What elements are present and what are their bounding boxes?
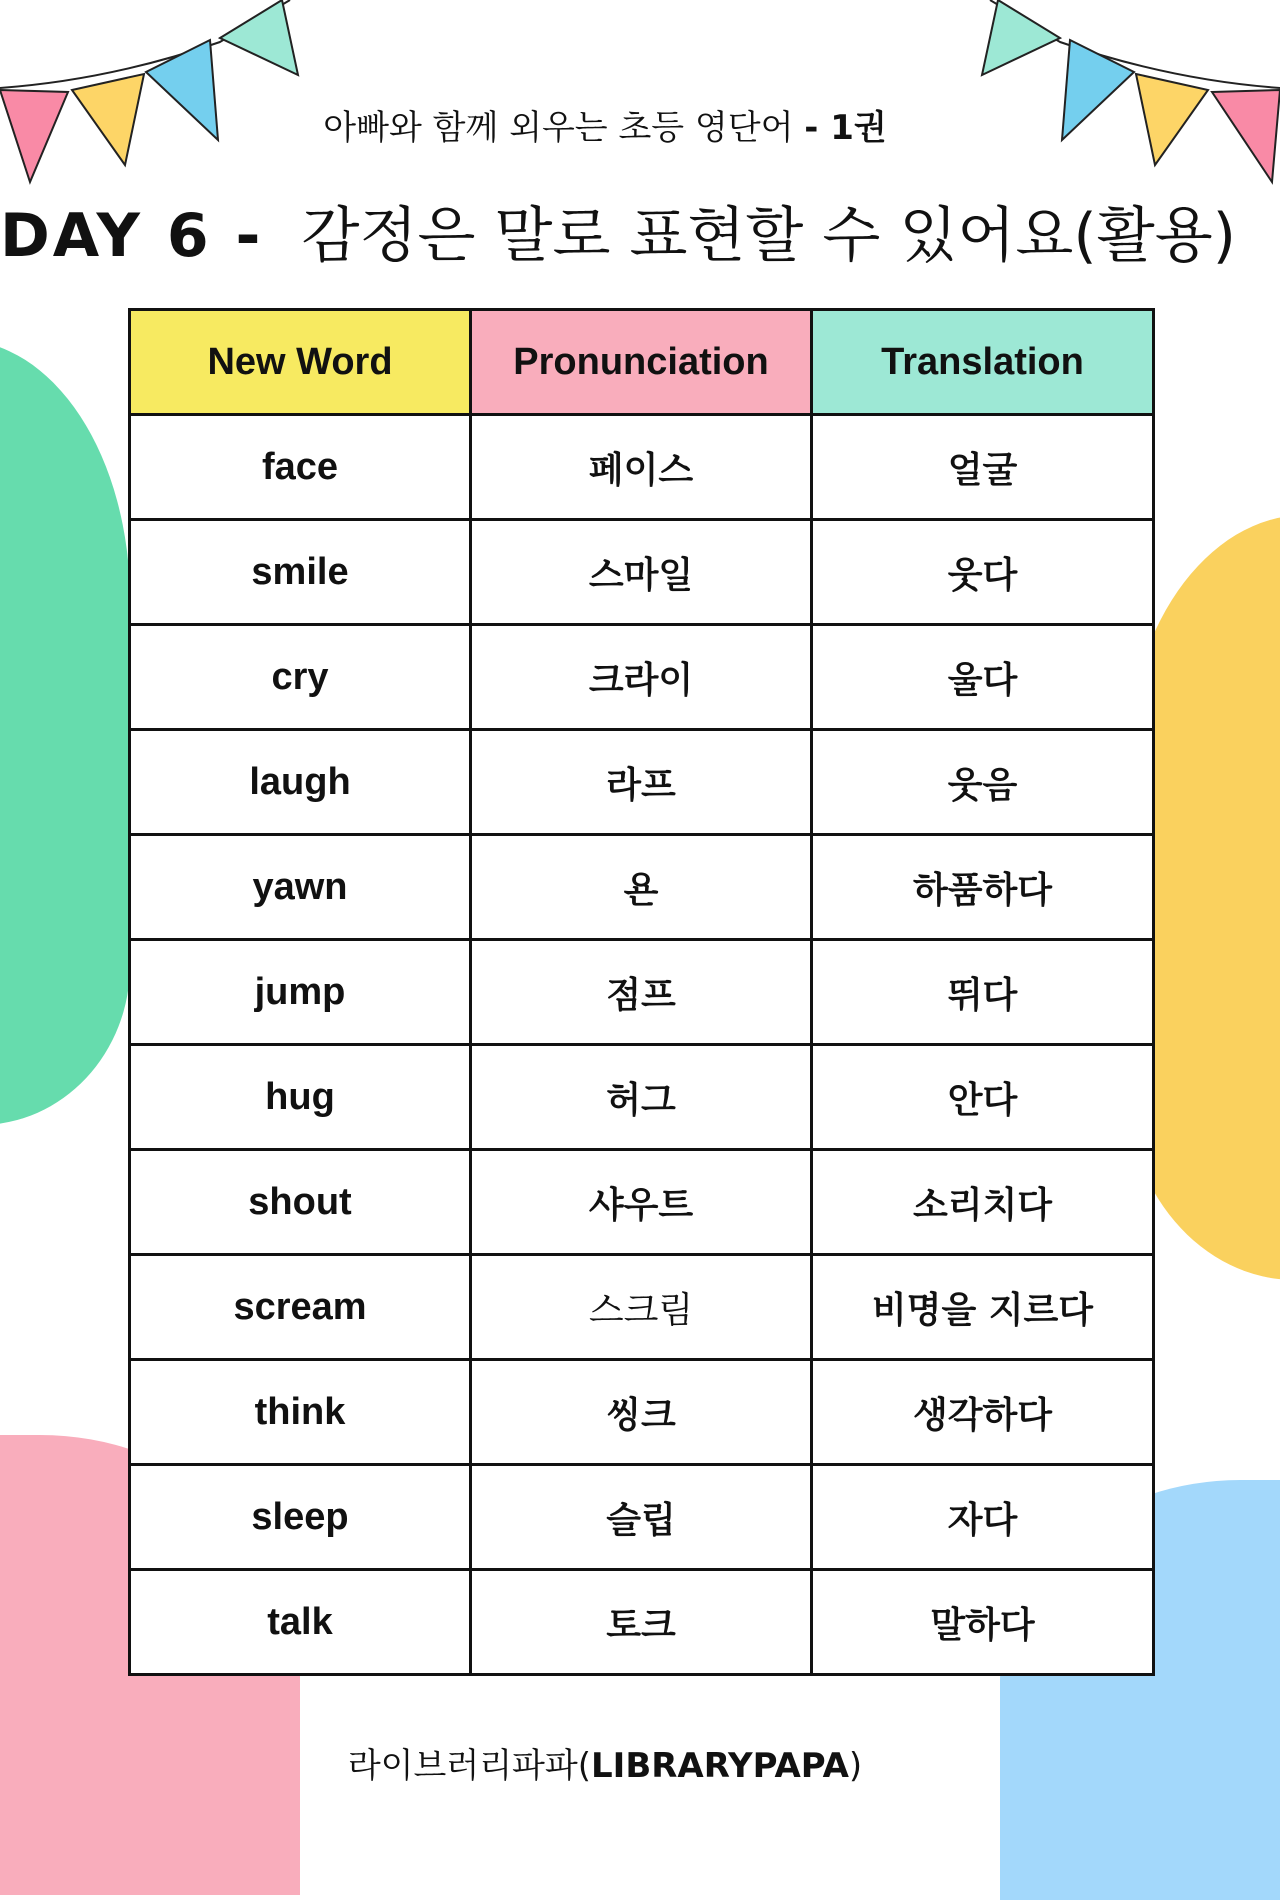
bunting-flags-left [0, 0, 300, 190]
word-cell: talk [130, 1570, 471, 1675]
word-cell: smile [130, 520, 471, 625]
flag-pink [1212, 90, 1280, 182]
table-row [130, 625, 1154, 730]
translation-cell: 말하다 [812, 1570, 1154, 1675]
word-cell: face [130, 415, 471, 520]
author-close-paren: ) [848, 1746, 863, 1786]
vocabulary-table [128, 308, 1155, 1676]
pronunciation-cell: 스마일 [471, 520, 812, 625]
green-decoration-blob [0, 340, 130, 1125]
pronunciation-cell: 씽크 [471, 1360, 812, 1465]
table-row [130, 1465, 1154, 1570]
word-cell: jump [130, 940, 471, 1045]
pronunciation-cell: 스크림 [471, 1255, 812, 1360]
pronunciation-cell: 토크 [471, 1570, 812, 1675]
book-subtitle [0, 100, 1210, 149]
word-cell: shout [130, 1150, 471, 1255]
book-series-name: 아빠와 함께 외우는 초등 영단어 [323, 108, 794, 148]
pronunciation-cell: 허그 [471, 1045, 812, 1150]
word-cell: sleep [130, 1465, 471, 1570]
day-number: DAY 6 - [0, 201, 264, 271]
table-row [130, 1045, 1154, 1150]
word-cell: yawn [130, 835, 471, 940]
table-row [130, 1150, 1154, 1255]
table-row [130, 1570, 1154, 1675]
header-new-word: New Word [130, 310, 471, 415]
author-credit [0, 1738, 1210, 1787]
table-row [130, 520, 1154, 625]
word-cell: hug [130, 1045, 471, 1150]
word-cell: laugh [130, 730, 471, 835]
page-title [0, 188, 1237, 274]
header-pronunciation: Pronunciation [471, 310, 812, 415]
author-korean: 라이브러리파파( [347, 1746, 592, 1786]
translation-cell: 안다 [812, 1045, 1154, 1150]
pronunciation-cell: 라프 [471, 730, 812, 835]
pronunciation-cell: 슬립 [471, 1465, 812, 1570]
pronunciation-cell: 욘 [471, 835, 812, 940]
table-row [130, 730, 1154, 835]
translation-cell: 소리치다 [812, 1150, 1154, 1255]
bunting-flags-right [980, 0, 1280, 190]
word-cell: think [130, 1360, 471, 1465]
translation-cell: 뛰다 [812, 940, 1154, 1045]
header-translation: Translation [812, 310, 1154, 415]
translation-cell: 울다 [812, 625, 1154, 730]
table-header-row [130, 310, 1154, 415]
table-row [130, 1255, 1154, 1360]
translation-cell: 생각하다 [812, 1360, 1154, 1465]
table-row [130, 940, 1154, 1045]
author-english: LIBRARYPAPA [591, 1746, 849, 1786]
pronunciation-cell: 페이스 [471, 415, 812, 520]
day-topic: 감정은 말로 표현할 수 있어요(활용) [301, 201, 1237, 271]
translation-cell: 웃다 [812, 520, 1154, 625]
translation-cell: 자다 [812, 1465, 1154, 1570]
translation-cell: 하품하다 [812, 835, 1154, 940]
table-row [130, 835, 1154, 940]
translation-cell: 비명을 지르다 [812, 1255, 1154, 1360]
word-cell: cry [130, 625, 471, 730]
flag-mint [982, 0, 1060, 75]
pronunciation-cell: 점프 [471, 940, 812, 1045]
pronunciation-cell: 크라이 [471, 625, 812, 730]
pronunciation-cell: 샤우트 [471, 1150, 812, 1255]
translation-cell: 얼굴 [812, 415, 1154, 520]
table-row [130, 1360, 1154, 1465]
book-volume: - 1권 [804, 108, 887, 148]
word-cell: scream [130, 1255, 471, 1360]
flag-mint [220, 0, 298, 75]
table-row [130, 415, 1154, 520]
translation-cell: 웃음 [812, 730, 1154, 835]
